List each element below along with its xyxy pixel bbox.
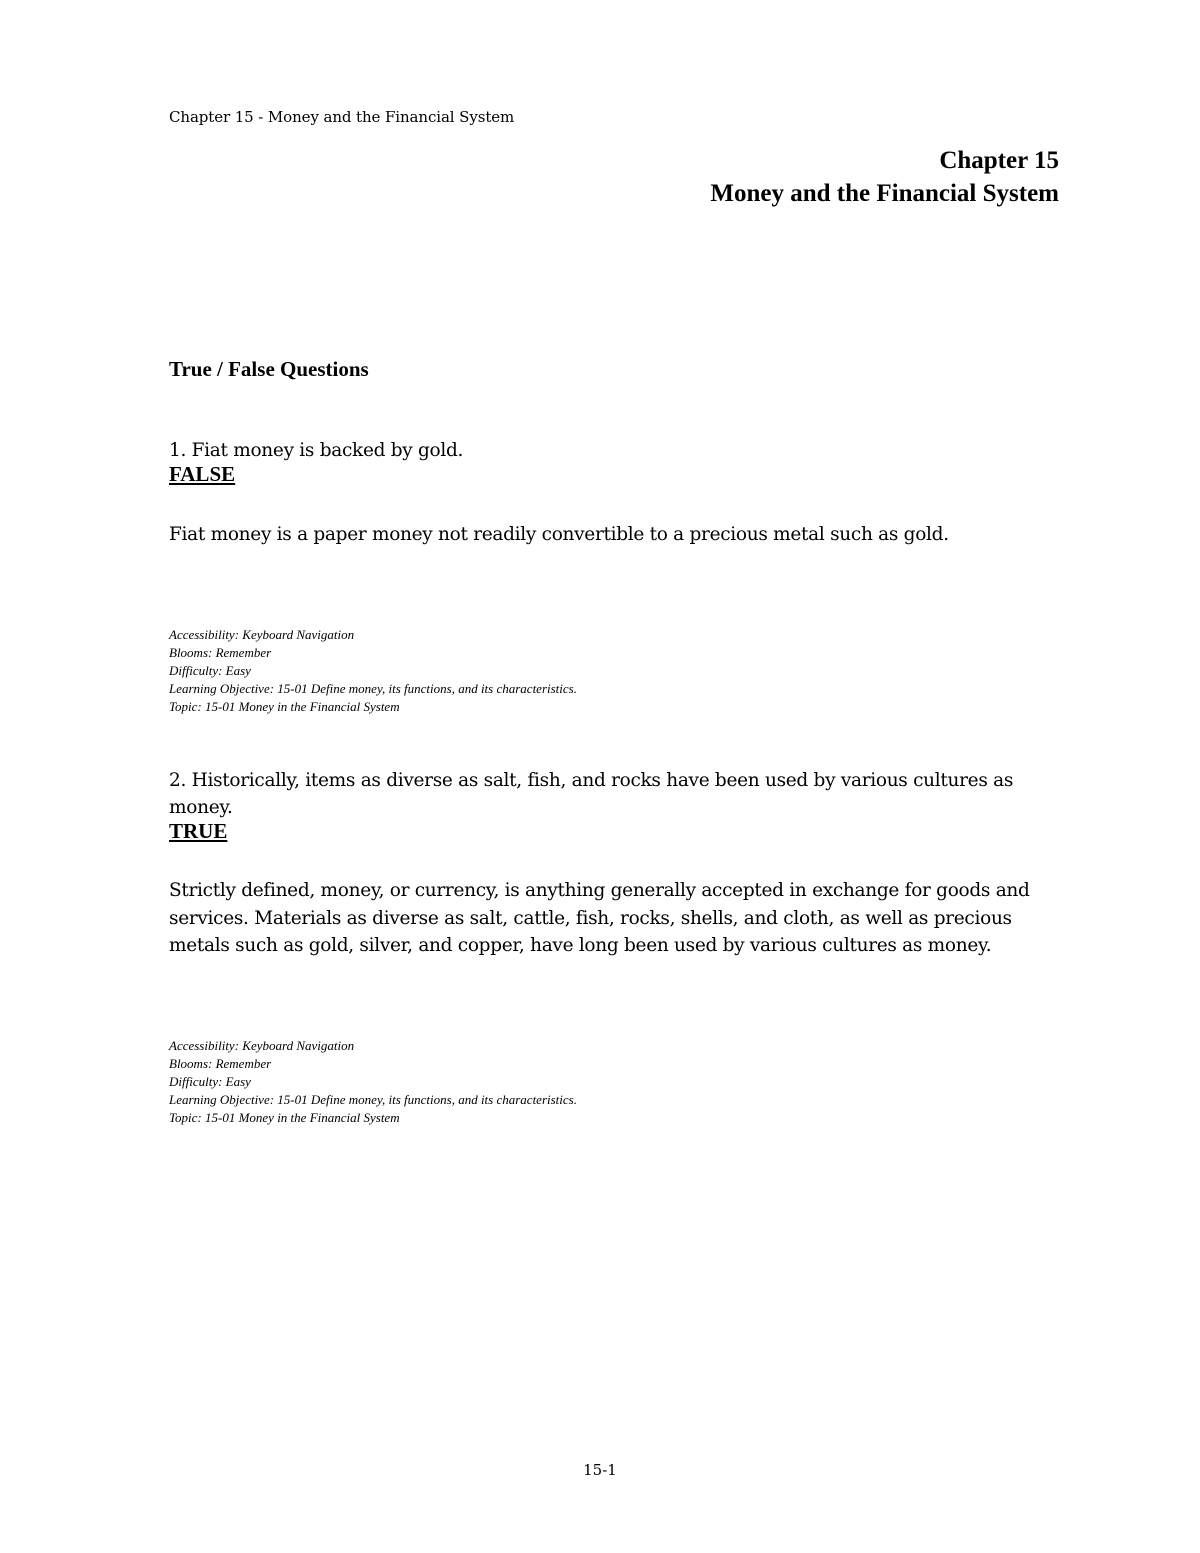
meta-difficulty: Difficulty: Easy	[169, 1074, 251, 1089]
meta-accessibility: Accessibility: Keyboard Navigation	[169, 627, 355, 642]
meta-blooms: Blooms: Remember	[169, 645, 272, 660]
question-text: 2. Historically, items as diverse as salt, fish, and rocks have been used by various cultures as money.	[169, 770, 1014, 818]
question-text: 1. Fiat money is backed by gold.	[169, 440, 464, 461]
chapter-title-number: Chapter 15	[939, 147, 1059, 174]
running-header: Chapter 15 - Money and the Financial System	[169, 108, 515, 126]
meta-difficulty: Difficulty: Easy	[169, 663, 251, 678]
meta-learning-objective: Learning Objective: 15-01 Define money, its functions, and its characteristics.	[169, 681, 577, 696]
answer-label: FALSE	[169, 462, 236, 486]
answer-explanation: Fiat money is a paper money not readily convertible to a precious metal such as gold.	[169, 524, 949, 545]
page-number: 15-1	[583, 1461, 617, 1479]
meta-learning-objective: Learning Objective: 15-01 Define money, its functions, and its characteristics.	[169, 1092, 577, 1107]
chapter-title	[710, 144, 1059, 210]
question-metadata	[169, 1037, 577, 1127]
answer-label: TRUE	[169, 819, 228, 843]
section-heading: True / False Questions	[169, 357, 369, 381]
answer-explanation: Strictly defined, money, or currency, is anything generally accepted in exchange for goods and services. Materials as diverse as salt, cattle, fish, rocks, shells, and cloth, as well as precious metals such as gold, silver, and copper, have long been used by various cultures as money.	[169, 880, 1030, 956]
meta-blooms: Blooms: Remember	[169, 1056, 272, 1071]
chapter-title-name: Money and the Financial System	[710, 180, 1059, 207]
meta-topic: Topic: 15-01 Money in the Financial System	[169, 1110, 400, 1125]
question-metadata	[169, 626, 577, 716]
meta-accessibility: Accessibility: Keyboard Navigation	[169, 1038, 355, 1053]
meta-topic: Topic: 15-01 Money in the Financial System	[169, 699, 400, 714]
